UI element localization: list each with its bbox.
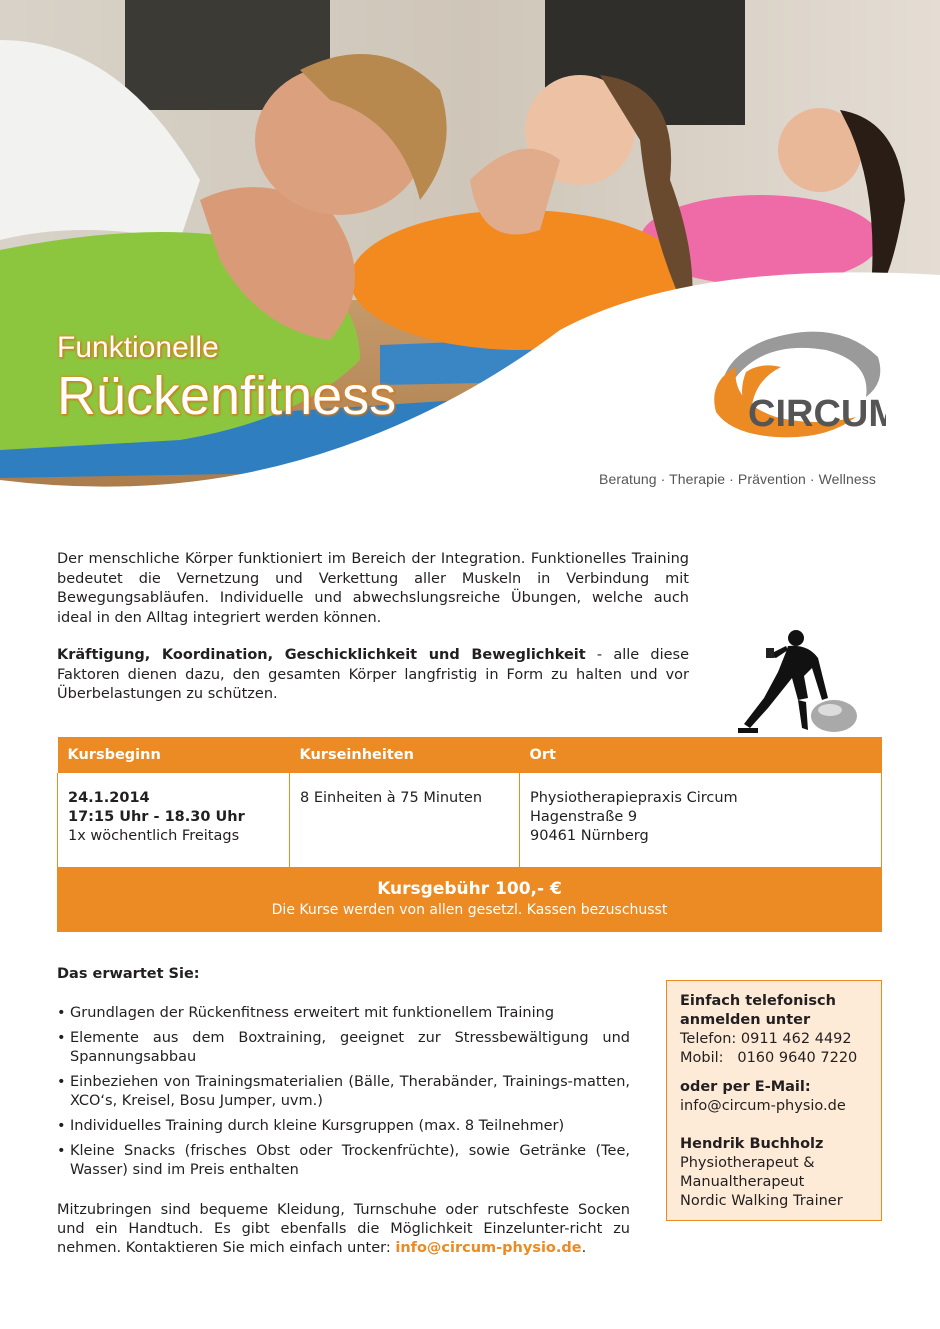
cell-start [58, 773, 290, 868]
table-row [58, 773, 882, 868]
contact-email-heading: oder per E-Mail: [680, 1079, 811, 1095]
logo-graphic [706, 322, 886, 442]
intro-paragraph-1: Der menschliche Körper funktioniert im Bereich der Integration. Funktionelles Training bedeutet die Vernetzung und Verkettung aller Muskeln in Verbindung mit Bewegungsabläufen. Individuelle und abwechslungsreiche Übungen, welche auch ideal in den Alltag integriert werden können. [57, 551, 689, 626]
location-city: 90461 Nürnberg [530, 828, 649, 844]
fee-subtitle: Die Kurse werden von allen gesetzl. Kassen bezuschusst [271, 902, 668, 918]
contact-role-1: Physiotherapeut & [680, 1155, 815, 1171]
expect-list [57, 1004, 630, 1186]
list-item [57, 1117, 630, 1136]
list-item-text: Einbeziehen von Trainingsmaterialien (Bälle, Therabänder, Trainings-matten, XCO‘s, Kreisel, Bosu Jumper, uvm.) [70, 1074, 630, 1109]
fee-banner [57, 868, 882, 932]
logo-text: CIRCUM [748, 393, 886, 435]
list-item [57, 1073, 630, 1111]
list-item-text: Elemente aus dem Boxtraining, geeignet zur Stressbewältigung und Spannungsabbau [70, 1030, 630, 1065]
spacer [680, 1116, 868, 1135]
start-date: 24.1.2014 [68, 790, 150, 806]
units-value: 8 Einheiten à 75 Minuten [300, 790, 483, 806]
list-item [57, 1142, 630, 1180]
contact-heading-2: anmelden unter [680, 1012, 811, 1028]
bullet-icon: • [57, 1118, 66, 1134]
fee-title: Kursgebühr 100,- € [377, 879, 562, 899]
start-frequency: 1x wöchentlich Freitags [68, 828, 240, 844]
bullet-icon: • [57, 1074, 66, 1090]
cell-units [290, 773, 520, 868]
intro-paragraph-2-rest: - alle diese Faktoren dienen dazu, den gesamten Körper langfristig in Form zu halten und vor Überbelastungen zu schützen. [57, 647, 689, 702]
expect-heading: Das erwartet Sie: [57, 966, 200, 982]
contact-role-3: Nordic Walking Trainer [680, 1193, 843, 1209]
spacer [680, 1068, 868, 1078]
contact-email[interactable]: info@circum-physio.de [680, 1098, 846, 1114]
list-item-text: Grundlagen der Rückenfitness erweitert mit funktionellem Training [70, 1005, 555, 1021]
list-item-text: Kleine Snacks (frisches Obst oder Trockenfrüchte), sowie Getränke (Tee, Wasser) sind im Preis enthalten [70, 1143, 630, 1178]
bring-paragraph: Mitzubringen sind bequeme Kleidung, Turnschuhe oder rutschfeste Socken und ein Handtuch. Es gibt ebenfalls die Möglichkeit Einzelunter-richt zu nehmen. Kontaktieren Sie mich einfach unter: [57, 1202, 630, 1256]
title-line-1: Funktionelle [57, 331, 219, 364]
contact-role-2: Manualtherapeut [680, 1174, 805, 1190]
column-header-location: Ort [520, 737, 882, 773]
column-header-units: Kurseinheiten [290, 737, 520, 773]
course-info-table [57, 737, 882, 868]
location-street: Hagenstraße 9 [530, 809, 638, 825]
contact-box [666, 980, 882, 1221]
start-time: 17:15 Uhr - 18.30 Uhr [68, 809, 245, 825]
cell-location [520, 773, 882, 868]
intro-paragraph-2 [57, 646, 689, 705]
tagline: Beratung · Therapie · Prävention · Wellness [599, 471, 876, 487]
athlete-silhouette [738, 628, 858, 738]
table-header-row [58, 737, 882, 773]
page-title [57, 330, 396, 426]
list-item [57, 1029, 630, 1067]
location-name: Physiotherapiepraxis Circum [530, 790, 738, 806]
athlete-icon [738, 628, 858, 738]
bring-text [57, 1201, 630, 1258]
circum-logo [706, 322, 886, 442]
contact-phone[interactable]: Telefon: 0911 462 4492 [680, 1031, 852, 1047]
intro-paragraph-2-bold: Kräftigung, Koordination, Geschicklichkeit und Beweglichkeit [57, 647, 586, 663]
contact-heading-1: Einfach telefonisch [680, 993, 836, 1009]
list-item [57, 1004, 630, 1023]
bullet-icon: • [57, 1030, 66, 1046]
email-link[interactable]: info@circum-physio.de [395, 1240, 582, 1256]
title-line-2: Rückenfitness [57, 366, 397, 426]
list-item-text: Individuelles Training durch kleine Kursgruppen (max. 8 Teilnehmer) [70, 1118, 565, 1134]
contact-name: Hendrik Buchholz [680, 1136, 824, 1152]
column-header-start: Kursbeginn [58, 737, 290, 773]
bullet-icon: • [57, 1143, 66, 1159]
contact-mobile[interactable]: Mobil: 0160 9640 7220 [680, 1050, 858, 1066]
bring-suffix: . [581, 1240, 587, 1256]
intro-text [57, 550, 689, 723]
bullet-icon: • [57, 1005, 66, 1021]
